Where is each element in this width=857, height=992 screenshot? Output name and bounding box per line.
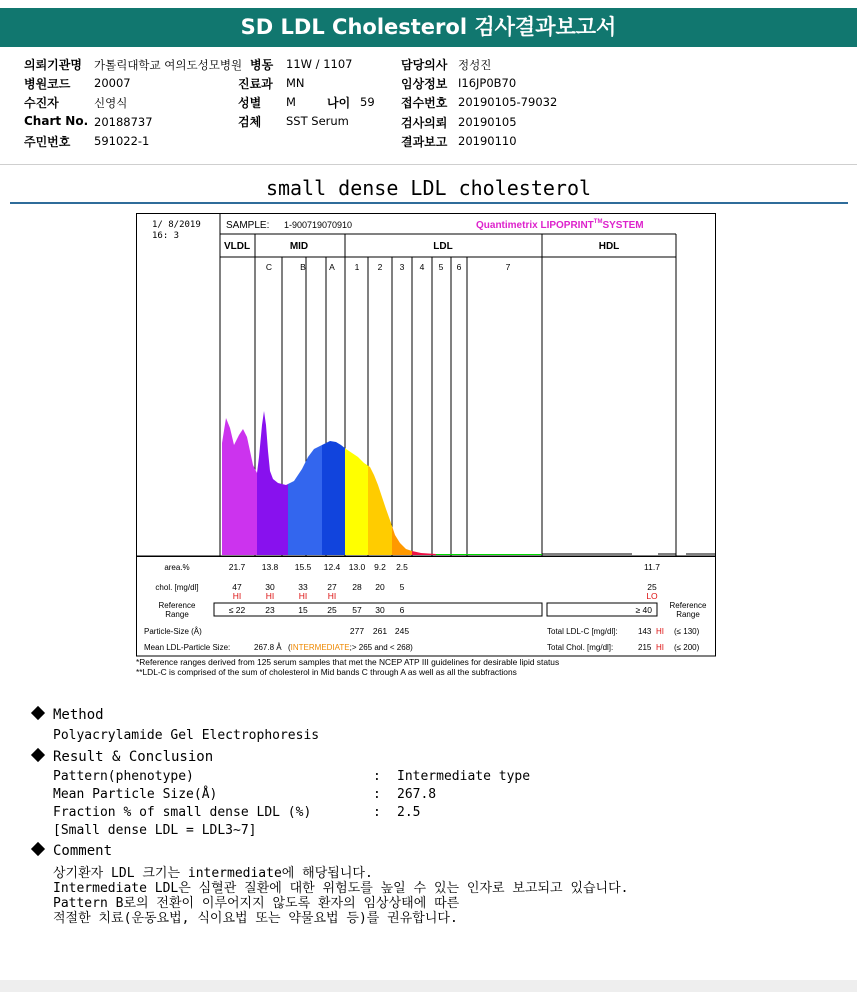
report-title: SD LDL Cholesterol 검사결과보고서 <box>0 8 857 47</box>
sex-label: 성별 <box>238 96 262 110</box>
result-label-size: Mean Particle Size(Å) <box>53 787 218 802</box>
doctor-label: 담당의사 <box>401 58 448 72</box>
band-label: C <box>265 262 273 272</box>
band-label: 7 <box>505 262 511 272</box>
band-label: 5 <box>438 262 444 272</box>
ward-label: 병동 <box>250 58 274 72</box>
area-value: 13.0 <box>348 562 366 572</box>
specimen-label: 검체 <box>238 115 262 129</box>
clinical-value: I16JP0B70 <box>458 76 517 90</box>
hospital-value: 가톨릭대학교 여의도성모병원 <box>94 58 243 72</box>
reference-value: 6 <box>399 605 405 615</box>
ref-label-right-1: Reference <box>669 601 707 610</box>
reference-value: 30 <box>375 605 385 615</box>
specimen-value: SST Serum <box>286 114 349 128</box>
chol-flag: HI <box>265 591 275 601</box>
area-value: 9.2 <box>374 562 386 572</box>
chol-label: chol. [mg/dl] <box>155 583 199 592</box>
result-label-pattern: Pattern(phenotype) <box>53 769 194 784</box>
comment-line-4: 적절한 치료(운동요법, 식이요법 또는 약물요법 등)를 권유합니다. <box>53 911 458 926</box>
area-label: area.% <box>164 563 190 572</box>
particle-size-value: 277 <box>349 626 365 636</box>
footnote-1: *Reference ranges derived from 125 serum samples that met the NCEP ATP III guidelines for desirable lipid status <box>136 657 560 667</box>
rrn-label: 주민번호 <box>24 135 71 149</box>
reference-value: ≤ 22 <box>228 605 246 615</box>
chol-value: 33 <box>298 582 308 592</box>
code-label: 병원코드 <box>24 77 71 91</box>
chol-value: 27 <box>327 582 337 592</box>
chol-value: 28 <box>352 582 362 592</box>
particle-size-value: 245 <box>394 626 410 636</box>
area-value: 2.5 <box>396 562 408 572</box>
info-divider <box>0 164 857 165</box>
reference-value: 23 <box>265 605 275 615</box>
ref-label-right-2: Range <box>676 610 700 619</box>
report-date-label: 결과보고 <box>401 135 448 149</box>
mean-size-value: 267.8 Å <box>254 643 282 652</box>
comment-line-2: Intermediate LDL은 심혈관 질환에 대한 위험도를 높일 수 있는 인자로 보고되고 있습니다. <box>53 881 629 896</box>
group-mid: MID <box>289 241 309 252</box>
band-label: 6 <box>456 262 462 272</box>
diamond-bullet-icon <box>31 748 45 762</box>
chol-flag: HI <box>232 591 242 601</box>
age-value: 59 <box>360 95 375 109</box>
total-ldl-label: Total LDL-C [mg/dl]: <box>547 627 618 636</box>
method-text: Polyacrylamide Gel Electrophoresis <box>53 728 320 743</box>
reference-value: 25 <box>327 605 337 615</box>
reference-value: 57 <box>352 605 362 615</box>
run-time: 16: 3 <box>152 231 180 241</box>
request-value: 20190105 <box>458 115 517 129</box>
name-label: 수진자 <box>24 96 59 110</box>
name-value: 신영식 <box>94 96 128 110</box>
report-date-value: 20190110 <box>458 134 517 148</box>
band-label: 2 <box>377 262 383 272</box>
chol-flag: HI <box>327 591 337 601</box>
result-heading: Result & Conclusion <box>33 749 213 765</box>
patient-info <box>0 50 857 162</box>
comment-line-3: Pattern B로의 전환이 이루어지지 않도록 환자의 임상상태에 따른 <box>53 896 460 911</box>
area-value: 15.5 <box>294 562 312 572</box>
chol-value: 25 <box>647 582 657 592</box>
band-label: 3 <box>399 262 405 272</box>
total-ldl-value: 143 <box>638 627 652 636</box>
ref-label-2: Range <box>165 610 189 619</box>
band-label: 1 <box>354 262 360 272</box>
particle-size-value: 261 <box>372 626 388 636</box>
total-ldl-flag: HI <box>656 627 664 636</box>
sex-value: M <box>286 95 296 109</box>
ref-label-1: Reference <box>158 601 196 610</box>
diamond-bullet-icon <box>31 706 45 720</box>
result-value-size: 267.8 <box>397 787 437 802</box>
ward-value: 11W / 1107 <box>286 57 353 71</box>
doctor-value: 정성진 <box>458 58 492 72</box>
chol-value: 20 <box>375 582 385 592</box>
table-values <box>229 562 660 636</box>
area-value: 13.8 <box>261 562 279 572</box>
total-ldl-ref: (≤ 130) <box>674 627 700 636</box>
mean-size-label: Mean LDL-Particle Size: <box>144 643 231 652</box>
sample-id: 1-900719070910 <box>284 220 353 230</box>
result-value-fraction: 2.5 <box>397 805 421 820</box>
mean-size-class: (INTERMEDIATE;> 265 and < 268) <box>288 643 413 652</box>
comment-heading: Comment <box>33 843 112 859</box>
hospital-label: 의뢰기관명 <box>24 58 82 72</box>
chol-flag: LO <box>646 591 658 601</box>
dept-label: 진료과 <box>238 77 273 91</box>
result-label-fraction: Fraction % of small dense LDL (%) <box>53 805 312 820</box>
result-sep: : <box>373 769 381 784</box>
group-vldl: VLDL <box>223 241 251 252</box>
chart-no-label: Chart No. <box>24 114 89 128</box>
total-chol-value: 215 <box>638 643 652 652</box>
particle-size-label: Particle-Size (Å) <box>144 627 202 636</box>
group-ldl: LDL <box>433 241 453 252</box>
band-label: A <box>329 262 335 272</box>
receipt-value: 20190105-79032 <box>458 95 558 109</box>
request-label: 검사의뢰 <box>401 116 448 130</box>
chol-value: 5 <box>399 582 405 592</box>
result-value-pattern: Intermediate type <box>397 769 531 784</box>
method-heading: Method <box>33 707 104 723</box>
area-value: 21.7 <box>228 562 246 572</box>
total-chol-ref: (≤ 200) <box>674 643 700 652</box>
receipt-label: 접수번호 <box>401 96 448 110</box>
reference-value: 15 <box>298 605 308 615</box>
result-sep: : <box>373 805 381 820</box>
chol-value: 47 <box>232 582 242 592</box>
section-subtitle: small dense LDL cholesterol <box>265 176 592 200</box>
page-bottom-strip <box>0 980 857 992</box>
group-hdl: HDL <box>598 241 620 252</box>
comment-line-1: 상기환자 LDL 크기는 intermediate에 해당됩니다. <box>53 866 373 881</box>
total-chol-label: Total Chol. [mg/dl]: <box>547 643 614 652</box>
dept-value: MN <box>286 76 305 90</box>
sample-label: SAMPLE: <box>226 220 270 231</box>
band-label: B <box>300 262 306 272</box>
hdl-ref-value: ≥ 40 <box>635 605 652 615</box>
age-label: 나이 <box>327 96 351 110</box>
area-value: 11.7 <box>644 562 660 572</box>
area-value: 12.4 <box>323 562 341 572</box>
run-date: 1/ 8/2019 <box>152 220 201 230</box>
chol-value: 30 <box>265 582 275 592</box>
result-note: [Small dense LDL = LDL3~7] <box>53 823 257 838</box>
brand-name: Quantimetrix LIPOPRINT™SYSTEM <box>476 219 644 231</box>
result-sep: : <box>373 787 381 802</box>
chart-no-value: 20188737 <box>94 115 153 129</box>
total-chol-flag: HI <box>656 643 664 652</box>
lipoprint-chart <box>136 213 716 657</box>
chol-flag: HI <box>298 591 308 601</box>
code-value: 20007 <box>94 76 131 90</box>
clinical-label: 임상정보 <box>401 77 448 91</box>
footnote-2: **LDL-C is comprised of the sum of cholesterol in Mid bands C through A as well as all the subfractions <box>136 667 517 677</box>
band-label: 4 <box>419 262 425 272</box>
diamond-bullet-icon <box>31 842 45 856</box>
rrn-value: 591022-1 <box>94 134 150 148</box>
subtitle-rule <box>10 202 848 204</box>
